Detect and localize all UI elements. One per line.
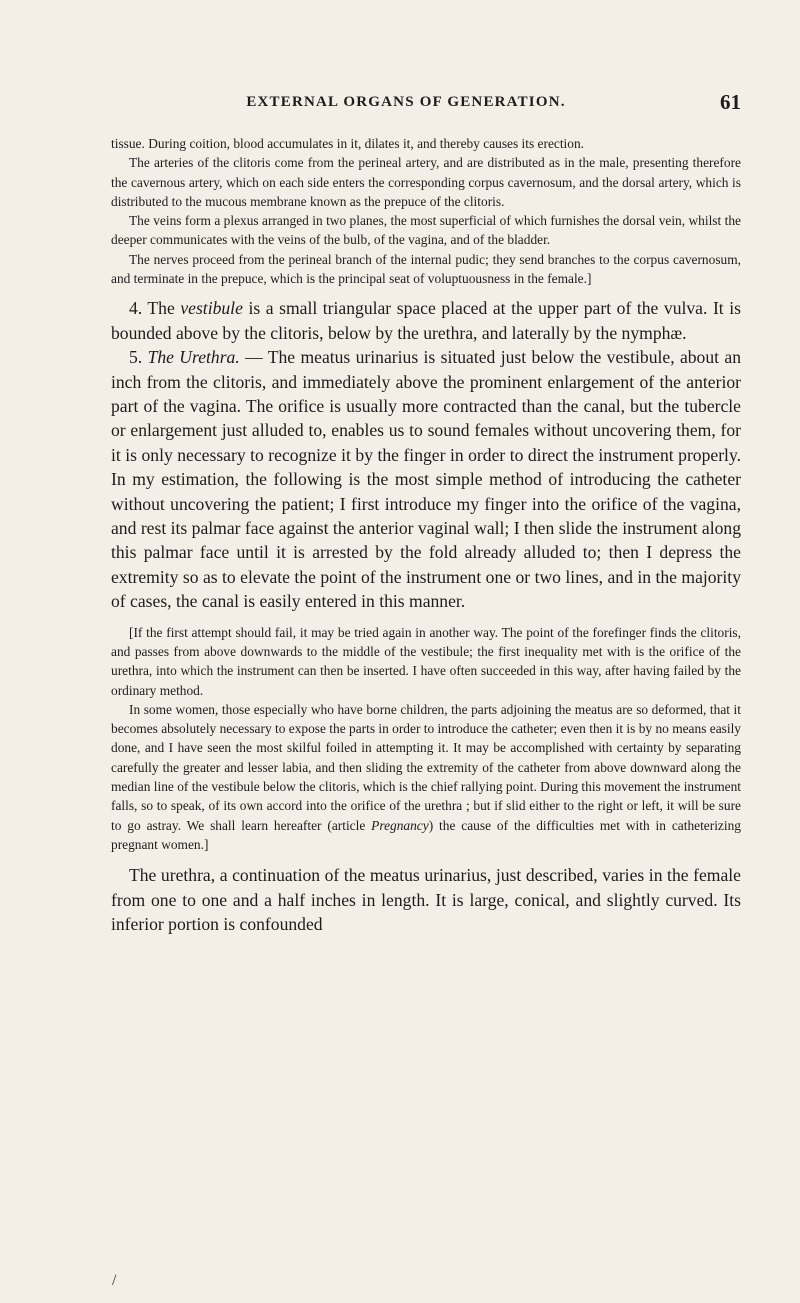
page-header (111, 90, 741, 120)
main-text-vestibule-urethra (111, 296, 741, 613)
paragraph-urethra-meatus (111, 345, 741, 613)
paragraph-urethra-length: The urethra, a continuation of the meatus urinarius, just described, varies in the female from one to one and a half inches in length. It is large, conical, and slightly curved. Its inferior portion is confounded (111, 865, 741, 935)
paragraph-veins: The veins form a plexus arranged in two planes, the most superficial of which furnishes the dorsal vein, whilst the deeper communicates with the veins of the bulb, of the vagina, and of the bladder. (111, 213, 741, 248)
paragraph-number: 4. The (129, 298, 181, 319)
main-text-urethra-length (111, 863, 741, 936)
term-urethra: The Urethra. (147, 347, 240, 368)
term-pregnancy: Pregnancy (371, 817, 429, 833)
paragraph-number: 5. (129, 347, 148, 368)
paragraph-nerves: The nerves proceed from the perineal branch of the internal pudic; they send branches to the corpus cavernosum, and terminate in the prepuce, which is the principal seat of voluptuousness in the female.] (111, 251, 741, 287)
paragraph-second-attempt: [If the first attempt should fail, it may be tried again in another way. The point of the forefinger finds the clitoris, and passes from above downwards to the middle of the vestibule; the first inequality met with is the orifice of the urethra, into which the instrument can then be inserted. I have often succeeded in this way, after having failed by the ordinary method. (111, 624, 741, 698)
term-vestibule: vestibule (180, 298, 243, 319)
clitoris-notes-block (111, 134, 741, 288)
book-page (111, 90, 741, 936)
paragraph-vestibule (111, 296, 741, 345)
running-title: EXTERNAL ORGANS OF GENERATION. (246, 94, 566, 110)
paragraph-deformed-parts: In some women, those especially who have borne children, the parts adjoining the meatus are so deformed, that it becomes absolutely necessary to expose the parts in order to introduce the catheter; even then it is by no means easily done, and I have seen the most skilful foiled in attempting it. It may be accomplished with certainty by separating carefully the greater and lesser labia, and then sliding the extremity of the catheter from above downward along the median line of the vestibule below the clitoris, which is the chief rallying point. During this movement the instrument falls, so to speak, of its own accord into the orifice of the urethra ; but if slid either to the right or left, it will be sure to go astray. We shall learn hereafter (article Pregnancy) the cause of the difficulties met with in catheterizing pregnant women.] (111, 701, 741, 852)
page-number: 61 (720, 90, 741, 114)
paragraph-arteries: The arteries of the clitoris come from the perineal artery, and are distributed as in the male, presenting therefore the cavernous artery, which on each side enters the corresponding corpus cavernosum, and the dorsal artery, which is distributed to the mucous membrane known as the prepuce of the clitoris. (111, 155, 741, 209)
paragraph-erection: tissue. During coition, blood accumulates in it, dilates it, and thereby causes its erection. (111, 136, 585, 151)
paragraph-body: is a small triangular space placed at the upper part of the vulva. It is bounded above by the clitoris, below by the urethra, and laterally by the nymphæ. (111, 298, 741, 343)
stray-print-mark: / (112, 1272, 117, 1289)
paragraph-body: — The meatus urinarius is situated just below the vestibule, about an inch from the clitoris, and immediately above the prominent enlargement of the anterior part of the vagina. The orifice is usually more contracted than the canal, but the tubercle or enlargement just alluded to, enables us to sound females without uncovering them, for it is only necessary to recognize it by the finger in order to direct the instrument properly. In my estimation, the following is the most simple method of introducing the catheter without uncovering the patient; I first introduce my finger into the orifice of the vagina, and rest its palmar face against the anterior vaginal wall; I then slide the instrument along this palmar face until it is arrested by the fold already alluded to; then I depress the extremity so as to elevate the point of the instrument one or two lines, and in the majority of cases, the canal is easily entered in this manner. (111, 347, 742, 612)
catheter-notes-block (111, 623, 741, 855)
